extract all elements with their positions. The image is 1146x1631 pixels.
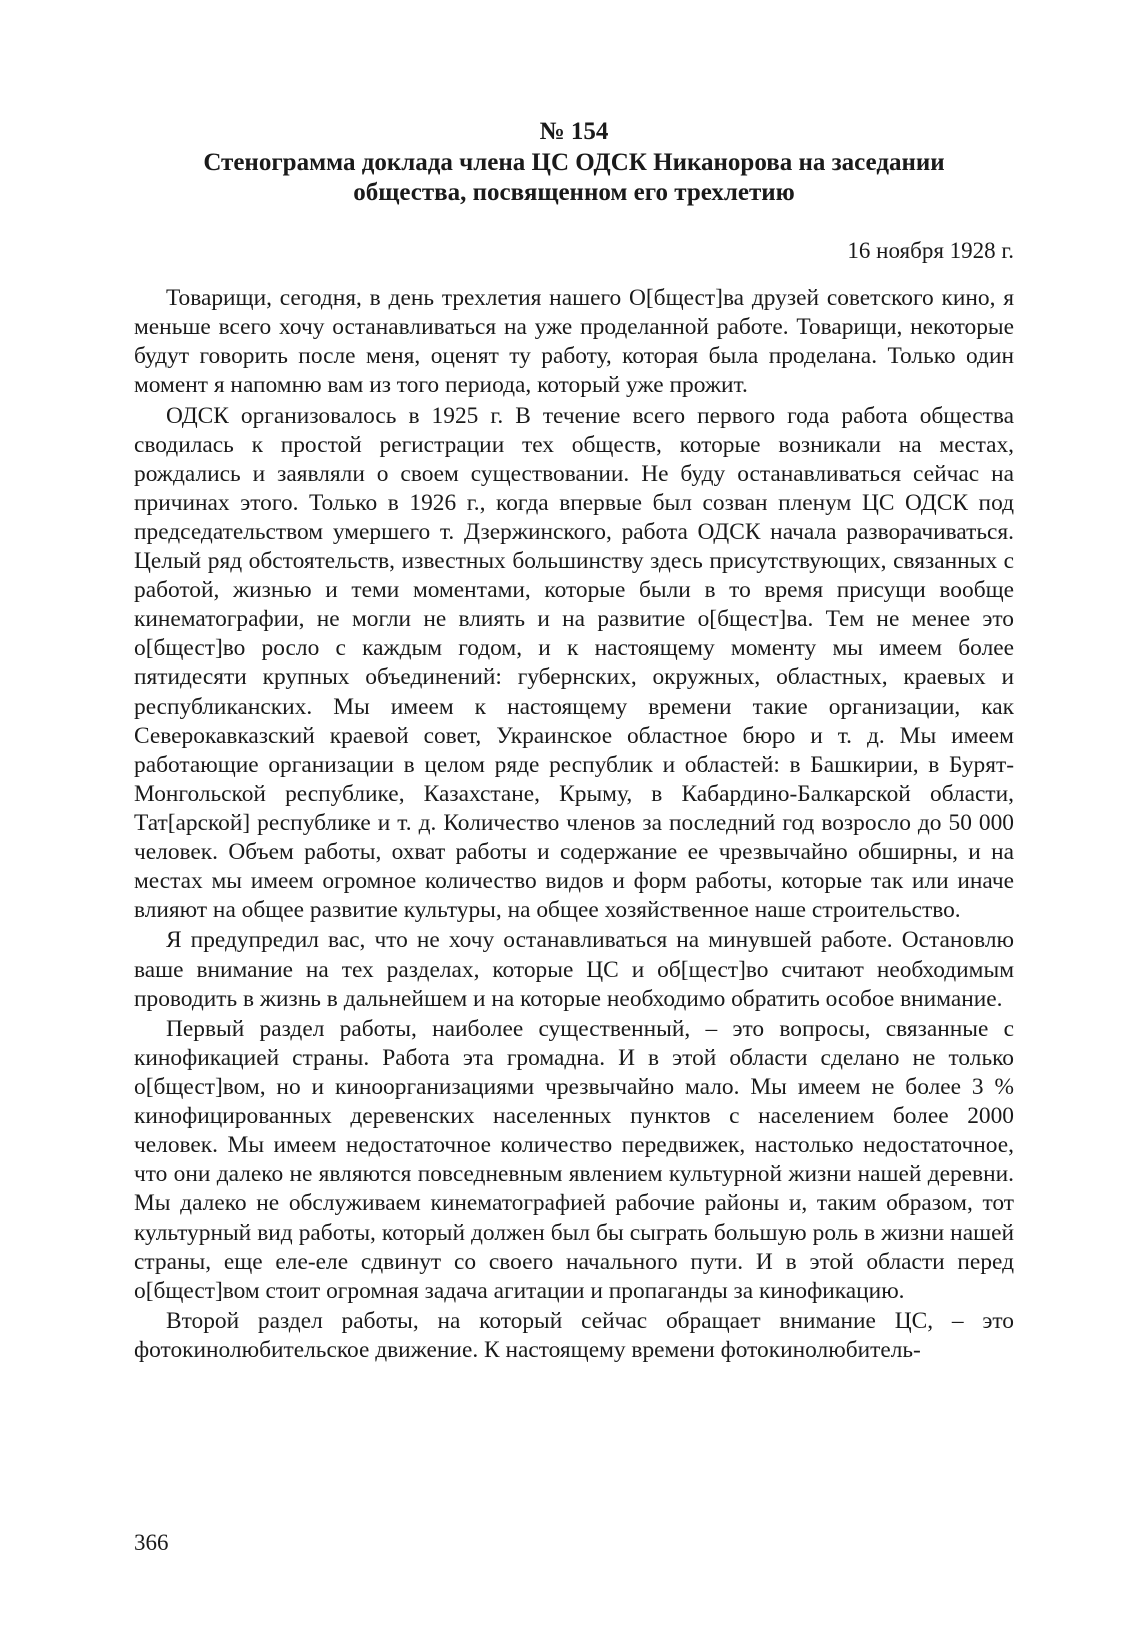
document-body: [134, 284, 1014, 1366]
body-paragraph: ОДСК организовалось в 1925 г. В течение всего первого года работа общества сводилась к простой регистрации тех обществ, которые возникали на местах, рождались и заявляли о своем существовании. Не буду останавливаться сейчас на причинах этого. Только в 1926 г., когда впервые был созван пленум ЦС ОДСК под председательством умершего т. Дзержинского, работа ОДСК начала разворачиваться. Целый ряд обстоятельств, известных большинству здесь присутствующих, связанных с работой, жизнью и теми моментами, которые были в то время присущи вообще кинематографии, не могли не влиять и на развитие о[бщест]ва. Тем не менее это о[бщест]во росло с каждым годом, и к настоящему моменту мы имеем более пятидесяти крупных объединений: губернских, окружных, областных, краевых и республиканских. Мы имеем к настоящему времени такие организации, как Северокавказский краевой совет, Украинское областное бюро и т. д. Мы имеем работающие организации в целом ряде республик и областей: в Башкирии, в Бурят-Монгольской республике, Казахстане, Крыму, в Кабардино-Балкарской области, Тат[арской] республике и т. д. Количество членов за последний год возросло до 50 000 человек. Объем работы, охват работы и содержание ее чрезвычайно обширны, и на местах мы имеем огромное количество видов и форм работы, которые так или иначе влияют на общее развитие культуры, на общее хозяйственное наше строительство.: [134, 402, 1014, 924]
document-date: 16 ноября 1928 г.: [847, 238, 1014, 263]
document-number: № 154: [539, 118, 609, 145]
document-title-line: Стенограмма доклада члена ЦС ОДСК Никанорова на заседании: [203, 149, 945, 176]
document-page: [134, 0, 1014, 1631]
document-title: [134, 148, 1014, 208]
body-paragraph: Первый раздел работы, наиболее существенный, – это вопросы, связанные с кинофикацией страны. Работа эта громадна. И в этой области сделано не только о[бщест]вом, но и киноорганизациями чрезвычайно мало. Мы имеем не более 3 % кинофицированных деревенских населенных пунктов с населением более 2000 человек. Мы имеем недостаточное количество передвижек, настолько недостаточное, что они далеко не являются повседневным явлением культурной жизни нашей деревни. Мы далеко не обслуживаем кинематографией рабочие районы и, таким образом, тот культурный вид работы, который должен был бы сыграть большую роль в жизни нашей страны, еще еле-еле сдвинут со своего начального пути. И в этой области перед о[бщест]вом стоит огромная задача агитации и пропаганды за кинофикацию.: [134, 1015, 1014, 1304]
body-paragraph: Товарищи, сегодня, в день трехлетия нашего О[бщест]ва друзей советского кино, я меньше всего хочу останавливаться на уже проделанной работе. Товарищи, некоторые будут говорить после меня, оценят ту работу, которая была проделана. Только один момент я напомню вам из того периода, который уже прожит.: [134, 285, 1014, 399]
document-title-line: общества, посвященном его трехлетию: [353, 179, 795, 206]
body-paragraph: Второй раздел работы, на который сейчас обращает внимание ЦС, – это фотокинолюбительское движение. К настоящему времени фотокинолюбитель-: [134, 1308, 1014, 1364]
page-number: 366: [134, 1530, 169, 1555]
body-paragraph: Я предупредил вас, что не хочу останавливаться на минувшей работе. Остановлю ваше внимание на тех разделах, которые ЦС и об[щест]во считают необходимым проводить в жизнь в дальнейшем и на которые необходимо обратить особое внимание.: [134, 927, 1014, 1012]
